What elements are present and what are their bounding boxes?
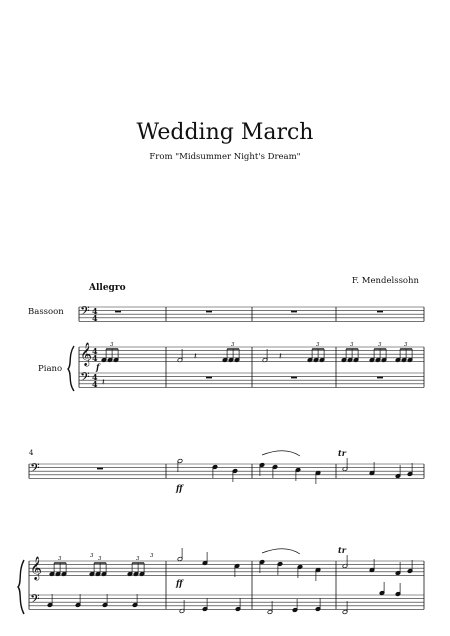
treble-clef: 𝄞 [30,555,42,580]
bass-clef: 𝄢 [30,591,40,610]
tuplet-mark: 3 [98,556,102,562]
whole-rest [206,377,212,379]
bass-clef: 𝄢 [80,369,90,388]
time-signature-numerator: 4 [92,346,98,356]
quarter-rest: 𝄽 [102,378,105,388]
time-signature-numerator: 4 [92,372,98,382]
piece-subtitle: From "Midsummer Night's Dream" [149,152,301,162]
whole-rest [97,468,103,470]
piano-brace [68,346,74,391]
quarter-rest: 𝄽 [194,352,197,362]
composer-name: F. Mendelssohn [351,276,419,286]
tuplet-mark: 3 [136,556,140,562]
tuplet-mark: 3 [90,553,94,559]
time-signature-denominator: 4 [92,313,98,324]
whole-rest [377,377,383,379]
slur [262,451,300,456]
tuplet-mark: 3 [316,342,320,348]
slur [262,549,300,554]
tuplet-mark: 3 [110,342,114,348]
tuplet-mark: 3 [378,342,382,348]
time-signature-denominator: 4 [92,353,98,364]
instrument-label-bassoon: Bassoon [28,307,64,317]
tuplet-mark: 3 [231,342,235,348]
bass-clef: 𝄢 [30,460,40,479]
tempo-marking: Allegro [89,283,126,293]
trill-mark: tr [338,545,346,555]
tuplet-mark: 3 [350,342,354,348]
treble-clef: 𝄞 [80,341,92,366]
dynamic-forte: f [96,362,100,372]
time-signature-denominator: 4 [92,379,98,390]
dynamic-fortissimo: ff [176,483,183,493]
clefs [18,304,98,615]
whole-rest [291,377,297,379]
measure-number: 4 [29,449,34,457]
tuplet-mark: 3 [58,556,62,562]
instrument-label-piano: Piano [38,364,63,374]
trill-mark: tr [338,448,346,458]
quarter-rest: 𝄽 [279,352,282,362]
piece-title: Wedding March [136,120,314,145]
notes [47,311,412,615]
time-signature-numerator: 4 [92,306,98,316]
whole-rest [206,311,212,313]
score-marks [58,342,408,588]
whole-rest [377,311,383,313]
tuplet-mark: 3 [150,553,154,559]
dynamic-fortissimo: ff [176,578,183,588]
tuplet-mark: 3 [404,342,408,348]
whole-rest [291,311,297,313]
whole-rest [115,311,121,313]
piano-brace-2 [18,560,24,614]
bass-clef: 𝄢 [80,303,90,322]
